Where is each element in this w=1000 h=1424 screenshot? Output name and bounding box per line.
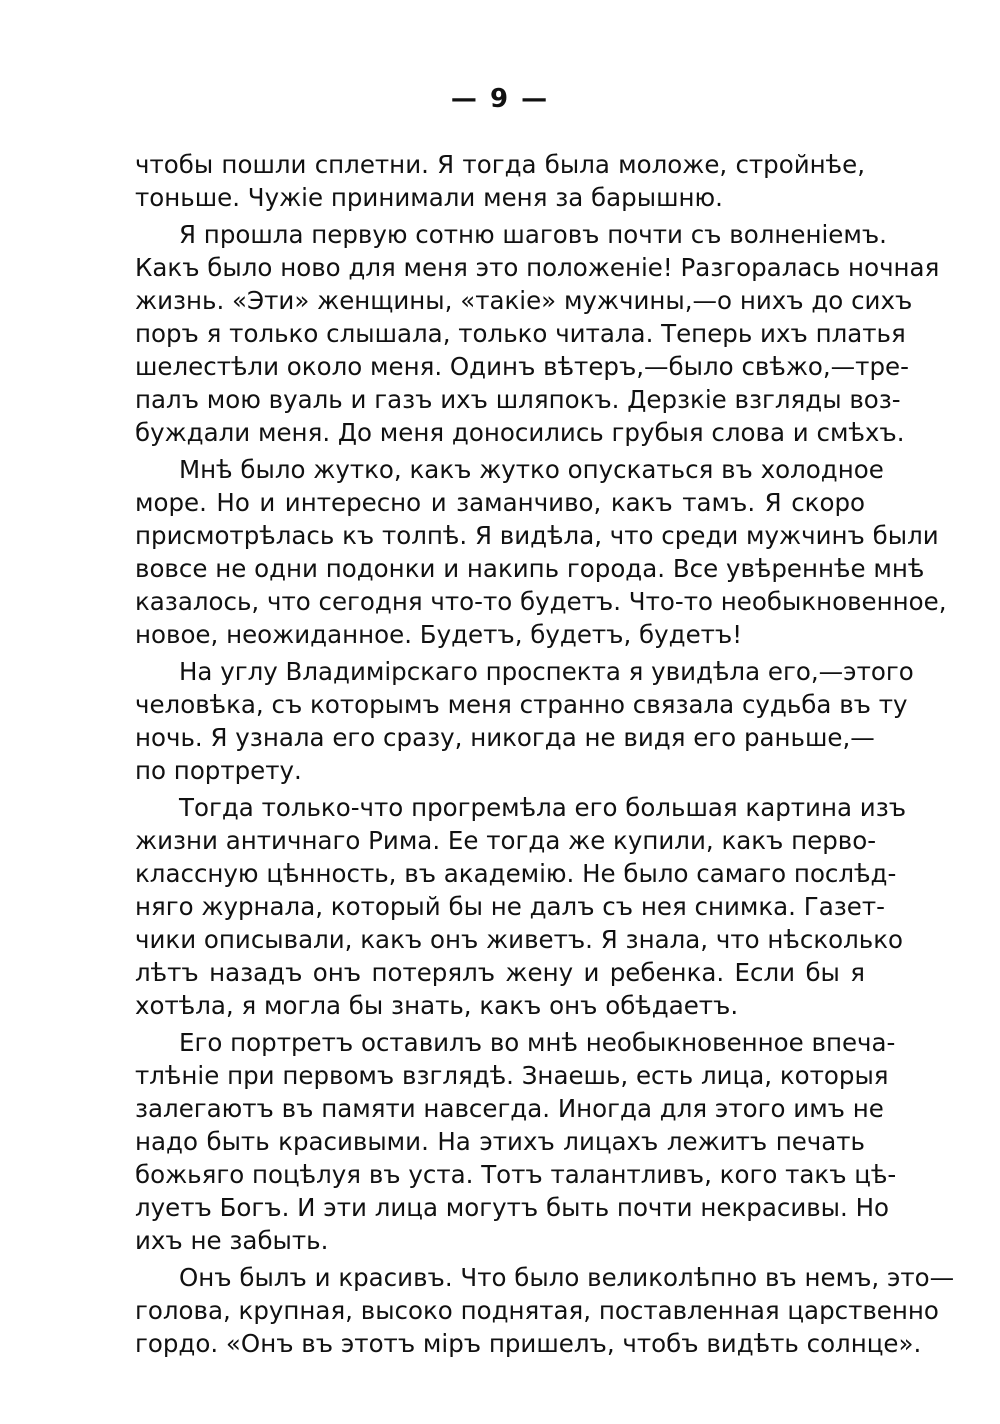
paragraph-7 bbox=[135, 1261, 955, 1360]
text-line: тоньше. Чужіе принимали меня за барышню. bbox=[135, 183, 723, 212]
text-line: шелестѣли около меня. Одинъ вѣтеръ,—было свѣжо,—тре- bbox=[135, 352, 909, 381]
paragraph-2 bbox=[135, 218, 940, 449]
text-line: жизнь. «Эти» женщины, «такіе» мужчины,—о нихъ до сихъ bbox=[135, 286, 913, 315]
text-line: надо быть красивыми. На этихъ лицахъ лежитъ печать bbox=[135, 1127, 865, 1156]
text-line: новое, неожиданное. Будетъ, будетъ, будетъ! bbox=[135, 620, 743, 649]
text-line: по портрету. bbox=[135, 756, 302, 785]
text-line: ночь. Я узнала его сразу, никогда не видя его раньше,— bbox=[135, 723, 875, 752]
page-number: — 9 — bbox=[450, 84, 550, 114]
text-line: жизни античнаго Рима. Ее тогда же купили, какъ перво- bbox=[135, 826, 877, 855]
body-text bbox=[135, 148, 955, 1360]
paragraph-1 bbox=[135, 148, 865, 214]
paragraph-4 bbox=[135, 655, 914, 787]
text-line: Его портретъ оставилъ во мнѣ необыкновенное впеча- bbox=[179, 1028, 896, 1057]
text-line: залегаютъ въ памяти навсегда. Иногда для этого имъ не bbox=[135, 1094, 884, 1123]
paragraph-5 bbox=[135, 791, 907, 1022]
text-line: Онъ былъ и красивъ. Что было великолѣпно въ немъ, это— bbox=[179, 1263, 955, 1292]
text-line: поръ я только слышала, только читала. Теперь ихъ платья bbox=[135, 319, 906, 348]
text-line: классную цѣнность, въ академію. Не было самаго послѣд- bbox=[135, 859, 897, 888]
text-line: хотѣла, я могла бы знать, какъ онъ обѣдаетъ. bbox=[135, 991, 739, 1020]
text-line: луетъ Богъ. И эти лица могутъ быть почти некрасивы. Но bbox=[135, 1193, 890, 1222]
text-line: казалось, что сегодня что-то будетъ. Что-то необыкновенное, bbox=[135, 587, 947, 616]
text-line: голова, крупная, высоко поднятая, поставленная царственно bbox=[135, 1296, 939, 1325]
text-line: лѣтъ назадъ онъ потерялъ жену и ребенка. Если бы я bbox=[135, 958, 865, 987]
paragraph-6 bbox=[135, 1026, 897, 1257]
text-line: вовсе не одни подонки и накипь города. Все увѣреннѣе мнѣ bbox=[135, 554, 925, 583]
text-line: На углу Владимірскаго проспекта я увидѣла его,—этого bbox=[179, 657, 914, 686]
text-line: море. Но и интересно и заманчиво, какъ тамъ. Я скоро bbox=[135, 488, 865, 517]
text-line: присмотрѣлась къ толпѣ. Я видѣла, что среди мужчинъ были bbox=[135, 521, 939, 550]
text-line: гордо. «Онъ въ этотъ міръ пришелъ, чтобъ видѣть солнце». bbox=[135, 1329, 922, 1358]
text-line: Я прошла первую сотню шаговъ почти съ волненіемъ. bbox=[179, 220, 887, 249]
text-line: Тогда только-что прогремѣла его большая картина изъ bbox=[179, 793, 907, 822]
paragraph-3 bbox=[135, 453, 947, 651]
text-line: тлѣніе при первомъ взглядѣ. Знаешь, есть лица, которыя bbox=[135, 1061, 889, 1090]
text-line: няго журнала, который бы не далъ съ нея снимка. Газет- bbox=[135, 892, 885, 921]
text-line: божьяго поцѣлуя въ уста. Тотъ талантливъ, кого такъ цѣ- bbox=[135, 1160, 897, 1189]
text-line: человѣка, съ которымъ меня странно связала судьба въ ту bbox=[135, 690, 908, 719]
text-line: палъ мою вуаль и газъ ихъ шляпокъ. Дерзкіе взгляды воз- bbox=[135, 385, 901, 414]
text-line: ихъ не забыть. bbox=[135, 1226, 329, 1255]
text-line: буждали меня. До меня доносились грубыя слова и смѣхъ. bbox=[135, 418, 905, 447]
text-line: Мнѣ было жутко, какъ жутко опускаться въ холодное bbox=[179, 455, 884, 484]
text-line: чтобы пошли сплетни. Я тогда была моложе, стройнѣе, bbox=[135, 150, 865, 179]
text-line: чики описывали, какъ онъ живетъ. Я знала, что нѣсколько bbox=[135, 925, 904, 954]
text-line: Какъ было ново для меня это положеніе! Разгоралась ночная bbox=[135, 253, 940, 282]
